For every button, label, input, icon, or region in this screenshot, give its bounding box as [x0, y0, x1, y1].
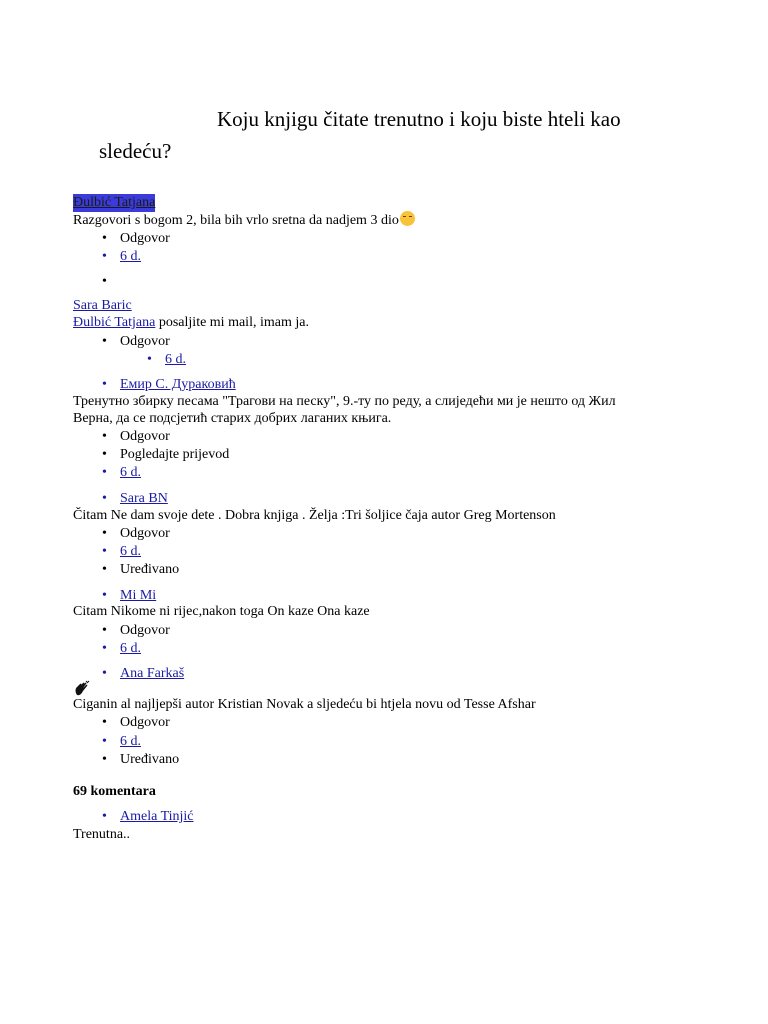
- comment-author-link[interactable]: • Емир С. Дураковић: [120, 376, 236, 394]
- comment-author-link[interactable]: • Ana Farkaš: [120, 665, 184, 683]
- comment-author-link[interactable]: • Sara BN: [120, 490, 168, 508]
- timestamp-link[interactable]: • 6 d.: [120, 640, 141, 658]
- page-title-line-1: Koju knjigu čitate trenutno i koju biste hteli kao: [217, 107, 621, 131]
- comment-author-link[interactable]: Sara Baric: [73, 298, 132, 313]
- comment-text: Čitam Ne dam svoje dete . Dobra knjiga . Želja :Tri šoljice čaja autor Greg Mortenson: [73, 508, 556, 523]
- comment-author-link[interactable]: Đulbić Tatjana: [73, 195, 156, 210]
- comment-text: Citam Nikome ni rijec,nakon toga On kaze Ona kaze: [73, 604, 370, 619]
- reply-button[interactable]: • Odgovor: [120, 714, 170, 732]
- timestamp-link[interactable]: • 6 d.: [120, 733, 141, 751]
- translate-button[interactable]: • Pogledajte prijevod: [120, 446, 229, 464]
- page-title-line-2: sledeću?: [99, 139, 172, 163]
- comment-text: [73, 211, 415, 230]
- comment-body: Razgovori s bogom 2, bila bih vrlo sretna da nadjem 3 dio: [73, 213, 399, 228]
- comment-author-link[interactable]: • Mi Mi: [120, 587, 156, 605]
- comment-author-link[interactable]: • Amela Tinjić: [120, 808, 194, 826]
- timestamp-link[interactable]: • 6 d.: [165, 351, 186, 369]
- comment-text-line-2: Верна, да се подсјетић старих добрих лаганих књига.: [73, 411, 392, 426]
- comment-text-line-1: Тренутно збирку песама "Трагови на песку", 9.-ту по реду, а слиједећи ми је нешто од Жил: [73, 394, 616, 409]
- edited-label: • Uređivano: [120, 751, 179, 769]
- comment-text: Trenutna..: [73, 827, 131, 842]
- reply-button[interactable]: • Odgovor: [120, 428, 170, 446]
- reply-button[interactable]: • Odgovor: [120, 230, 170, 248]
- comment-count: 69 komentara: [73, 784, 156, 799]
- reply-button[interactable]: • Odgovor: [120, 622, 170, 640]
- comment-text: Ciganin al najljepši autor Kristian Novak a sljedeću bi htjela novu od Tesse Afshar: [73, 697, 536, 712]
- comment-text: [73, 314, 309, 332]
- timestamp-link[interactable]: • 6 d.: [120, 543, 141, 561]
- mention-link[interactable]: Đulbić Tatjana: [73, 315, 156, 330]
- relieved-face-icon: [400, 211, 415, 226]
- reply-button[interactable]: • Odgovor: [120, 333, 170, 351]
- timestamp-link[interactable]: • 6 d.: [120, 464, 141, 482]
- edited-label: • Uređivano: [120, 561, 179, 579]
- reply-button[interactable]: • Odgovor: [120, 525, 170, 543]
- comment-body: posaljite mi mail, imam ja.: [155, 315, 309, 330]
- timestamp-link[interactable]: • 6 d.: [120, 248, 141, 266]
